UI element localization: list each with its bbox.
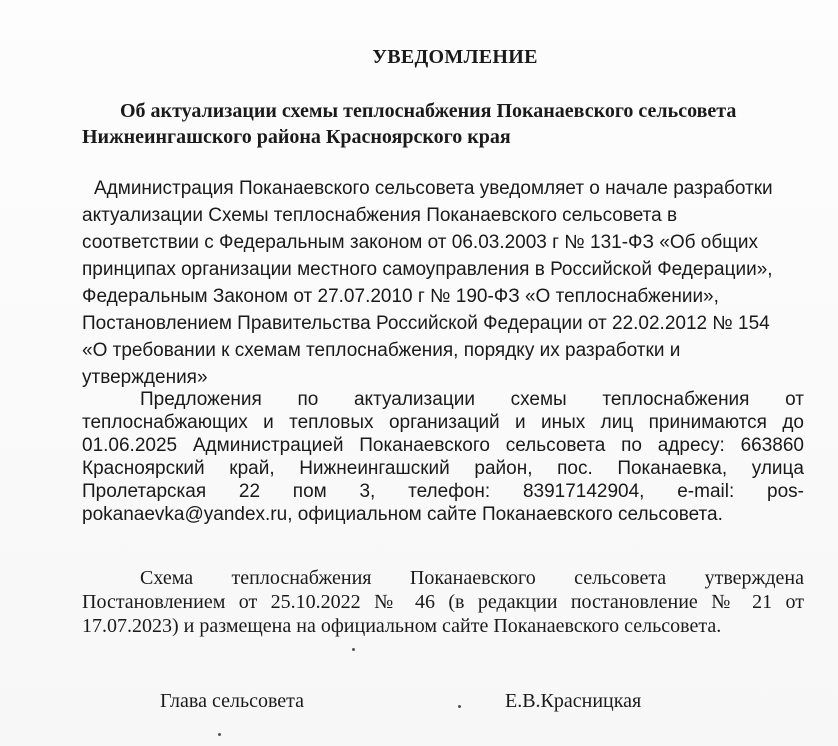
document-subject	[82, 98, 822, 150]
proposals-paragraph: Предложения по актуализации схемы теплоснабжения от теплоснабжающих и тепловых организаций и иных лиц принимаются до 01.06.2025 Администрацией Поканаевского сельсовета по адресу: 663860 Красноярский край, Нижнеингашский район, пос. Поканаевка, улица Пролетарская 22 пом 3, телефон: 83917142904, e-mail: pos-pokanaevka@yandex.ru, официальном сайте Поканаевского сельсовета.	[82, 389, 804, 525]
notice-paragraph-1	[82, 175, 812, 391]
paragraph-1-line: принципах организации местного самоуправления в Российской Федерации»,	[82, 259, 773, 280]
signature-name: Е.В.Красницкая	[505, 690, 642, 712]
scheme-approval-paragraph: Схема теплоснабжения Поканаевского сельсовета утверждена Постановлением от 25.10.2022 № 46 (в редакции постановление № 21 от 17.07.2023) и размещена на официальном сайте Поканаевского сельсовета.	[82, 567, 804, 637]
paragraph-1-line: «О требовании к схемам теплоснабжения, порядку их разработки и	[82, 340, 681, 361]
scan-speck	[458, 705, 461, 708]
paragraph-1-line: утверждения»	[82, 367, 208, 388]
paragraph-1-line: актуализации Схемы теплоснабжения Поканаевского сельсовета в	[82, 205, 678, 226]
paragraph-1-line: Федеральным Законом от 27.07.2010 г № 190-ФЗ «О теплоснабжении»,	[82, 286, 719, 307]
subject-line-2: Нижнеингашского района Красноярского края	[82, 126, 511, 148]
document-title: УВЕДОМЛЕНИЕ	[372, 46, 538, 68]
paragraph-1-line: соответствии с Федеральным законом от 06.03.2003 г № 131-ФЗ «Об общих	[82, 232, 758, 253]
scan-speck	[352, 648, 355, 651]
paragraph-1-line: Администрация Поканаевского сельсовета уведомляет о начале разработки	[94, 178, 773, 199]
subject-line-1: Об актуализации схемы теплоснабжения Поканаевского сельсовета	[120, 100, 737, 122]
signature-role: Глава сельсовета	[160, 690, 305, 712]
paragraph-1-line: Постановлением Правительства Российской Федерации от 22.02.2012 № 154	[82, 313, 770, 334]
scan-speck	[218, 733, 221, 736]
